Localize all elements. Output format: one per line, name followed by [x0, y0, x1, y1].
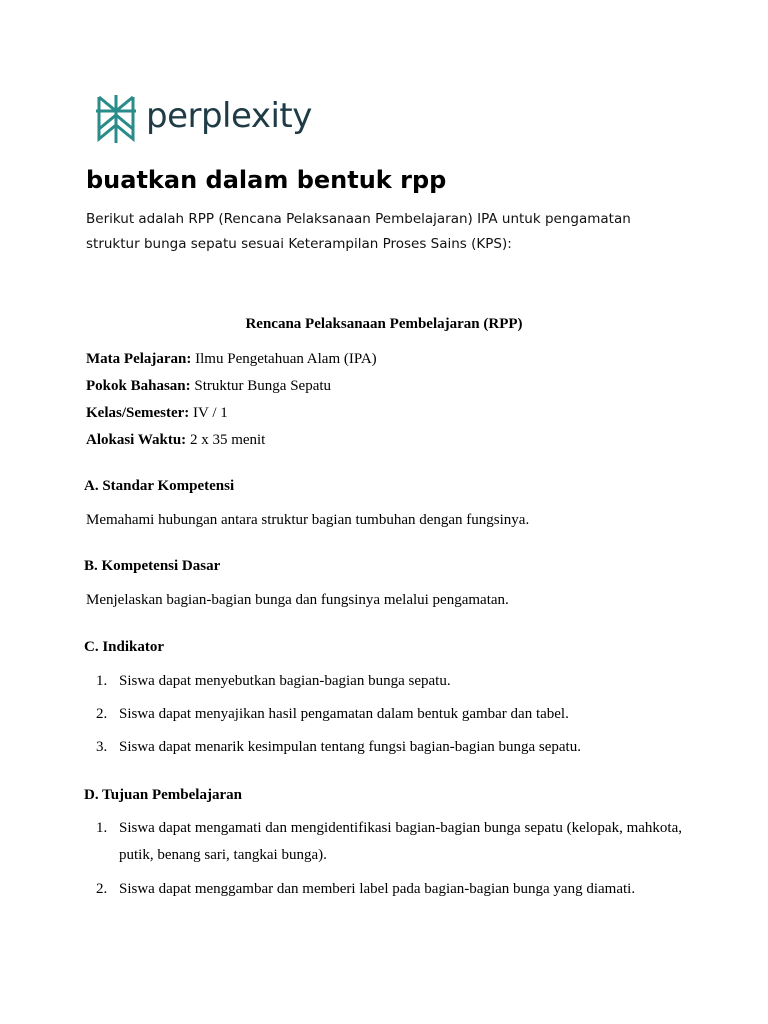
- meta-label: Mata Pelajaran:: [86, 351, 192, 367]
- list-item-text: Siswa dapat menggambar dan memberi label pada bagian-bagian bunga yang diamati.: [119, 881, 636, 897]
- list-item-text: Siswa dapat menyebutkan bagian-bagian bunga sepatu.: [119, 673, 451, 689]
- objective-list-item: [86, 876, 682, 903]
- list-item-text: Siswa dapat menyajikan hasil pengamatan dalam bentuk gambar dan tabel.: [119, 706, 569, 722]
- indicator-list-item: [86, 668, 682, 695]
- meta-value: 2 x 35 menit: [189, 432, 266, 448]
- meta-value: Struktur Bunga Sepatu: [194, 378, 332, 394]
- list-number: 3.: [96, 739, 108, 755]
- document-heading: Rencana Pelaksanaan Pembelajaran (RPP): [245, 316, 523, 332]
- objective-list-item: [86, 815, 682, 869]
- indicator-list-item: [86, 701, 682, 728]
- section-a-text: Memahami hubungan antara struktur bagian tumbuhan dengan fungsinya.: [86, 512, 530, 528]
- meta-subject: [86, 350, 377, 368]
- section-a-title: A. Standar Kompetensi: [84, 478, 235, 494]
- list-number: 1.: [96, 673, 108, 689]
- list-item-text: Siswa dapat menarik kesimpulan tentang fungsi bagian-bagian bunga sepatu.: [119, 739, 581, 755]
- meta-label: Kelas/Semester:: [86, 405, 190, 421]
- section-b-text: Menjelaskan bagian-bagian bunga dan fungsinya melalui pengamatan.: [86, 592, 509, 608]
- section-b-title: B. Kompetensi Dasar: [84, 558, 221, 574]
- meta-value: IV / 1: [193, 405, 228, 421]
- list-number: 1.: [96, 820, 108, 836]
- perplexity-logo-icon: [94, 93, 138, 145]
- list-number: 2.: [96, 706, 108, 722]
- meta-value: Ilmu Pengetahuan Alam (IPA): [195, 351, 377, 367]
- meta-label: Pokok Bahasan:: [86, 378, 191, 394]
- meta-time-allocation: [86, 431, 265, 449]
- perplexity-logo: [94, 93, 312, 145]
- meta-class-semester: [86, 404, 228, 422]
- intro-paragraph: Berikut adalah RPP (Rencana Pelaksanaan Pembelajaran) IPA untuk pengamatan struktur bunga sepatu sesuai Keterampilan Proses Sains (KPS):: [86, 211, 631, 252]
- meta-topic: [86, 377, 331, 395]
- section-c-title: C. Indikator: [84, 639, 165, 655]
- page-title: buatkan dalam bentuk rpp: [86, 166, 447, 194]
- list-item-text: Siswa dapat mengamati dan mengidentifikasi bagian-bagian bunga sepatu (kelopak, mahkota, putik, benang sari, tangkai bunga).: [119, 820, 682, 863]
- indicator-list-item: [86, 734, 682, 761]
- section-d-title: D. Tujuan Pembelajaran: [84, 787, 242, 803]
- meta-label: Alokasi Waktu:: [86, 432, 187, 448]
- list-number: 2.: [96, 881, 108, 897]
- logo-text: perplexity: [146, 96, 312, 136]
